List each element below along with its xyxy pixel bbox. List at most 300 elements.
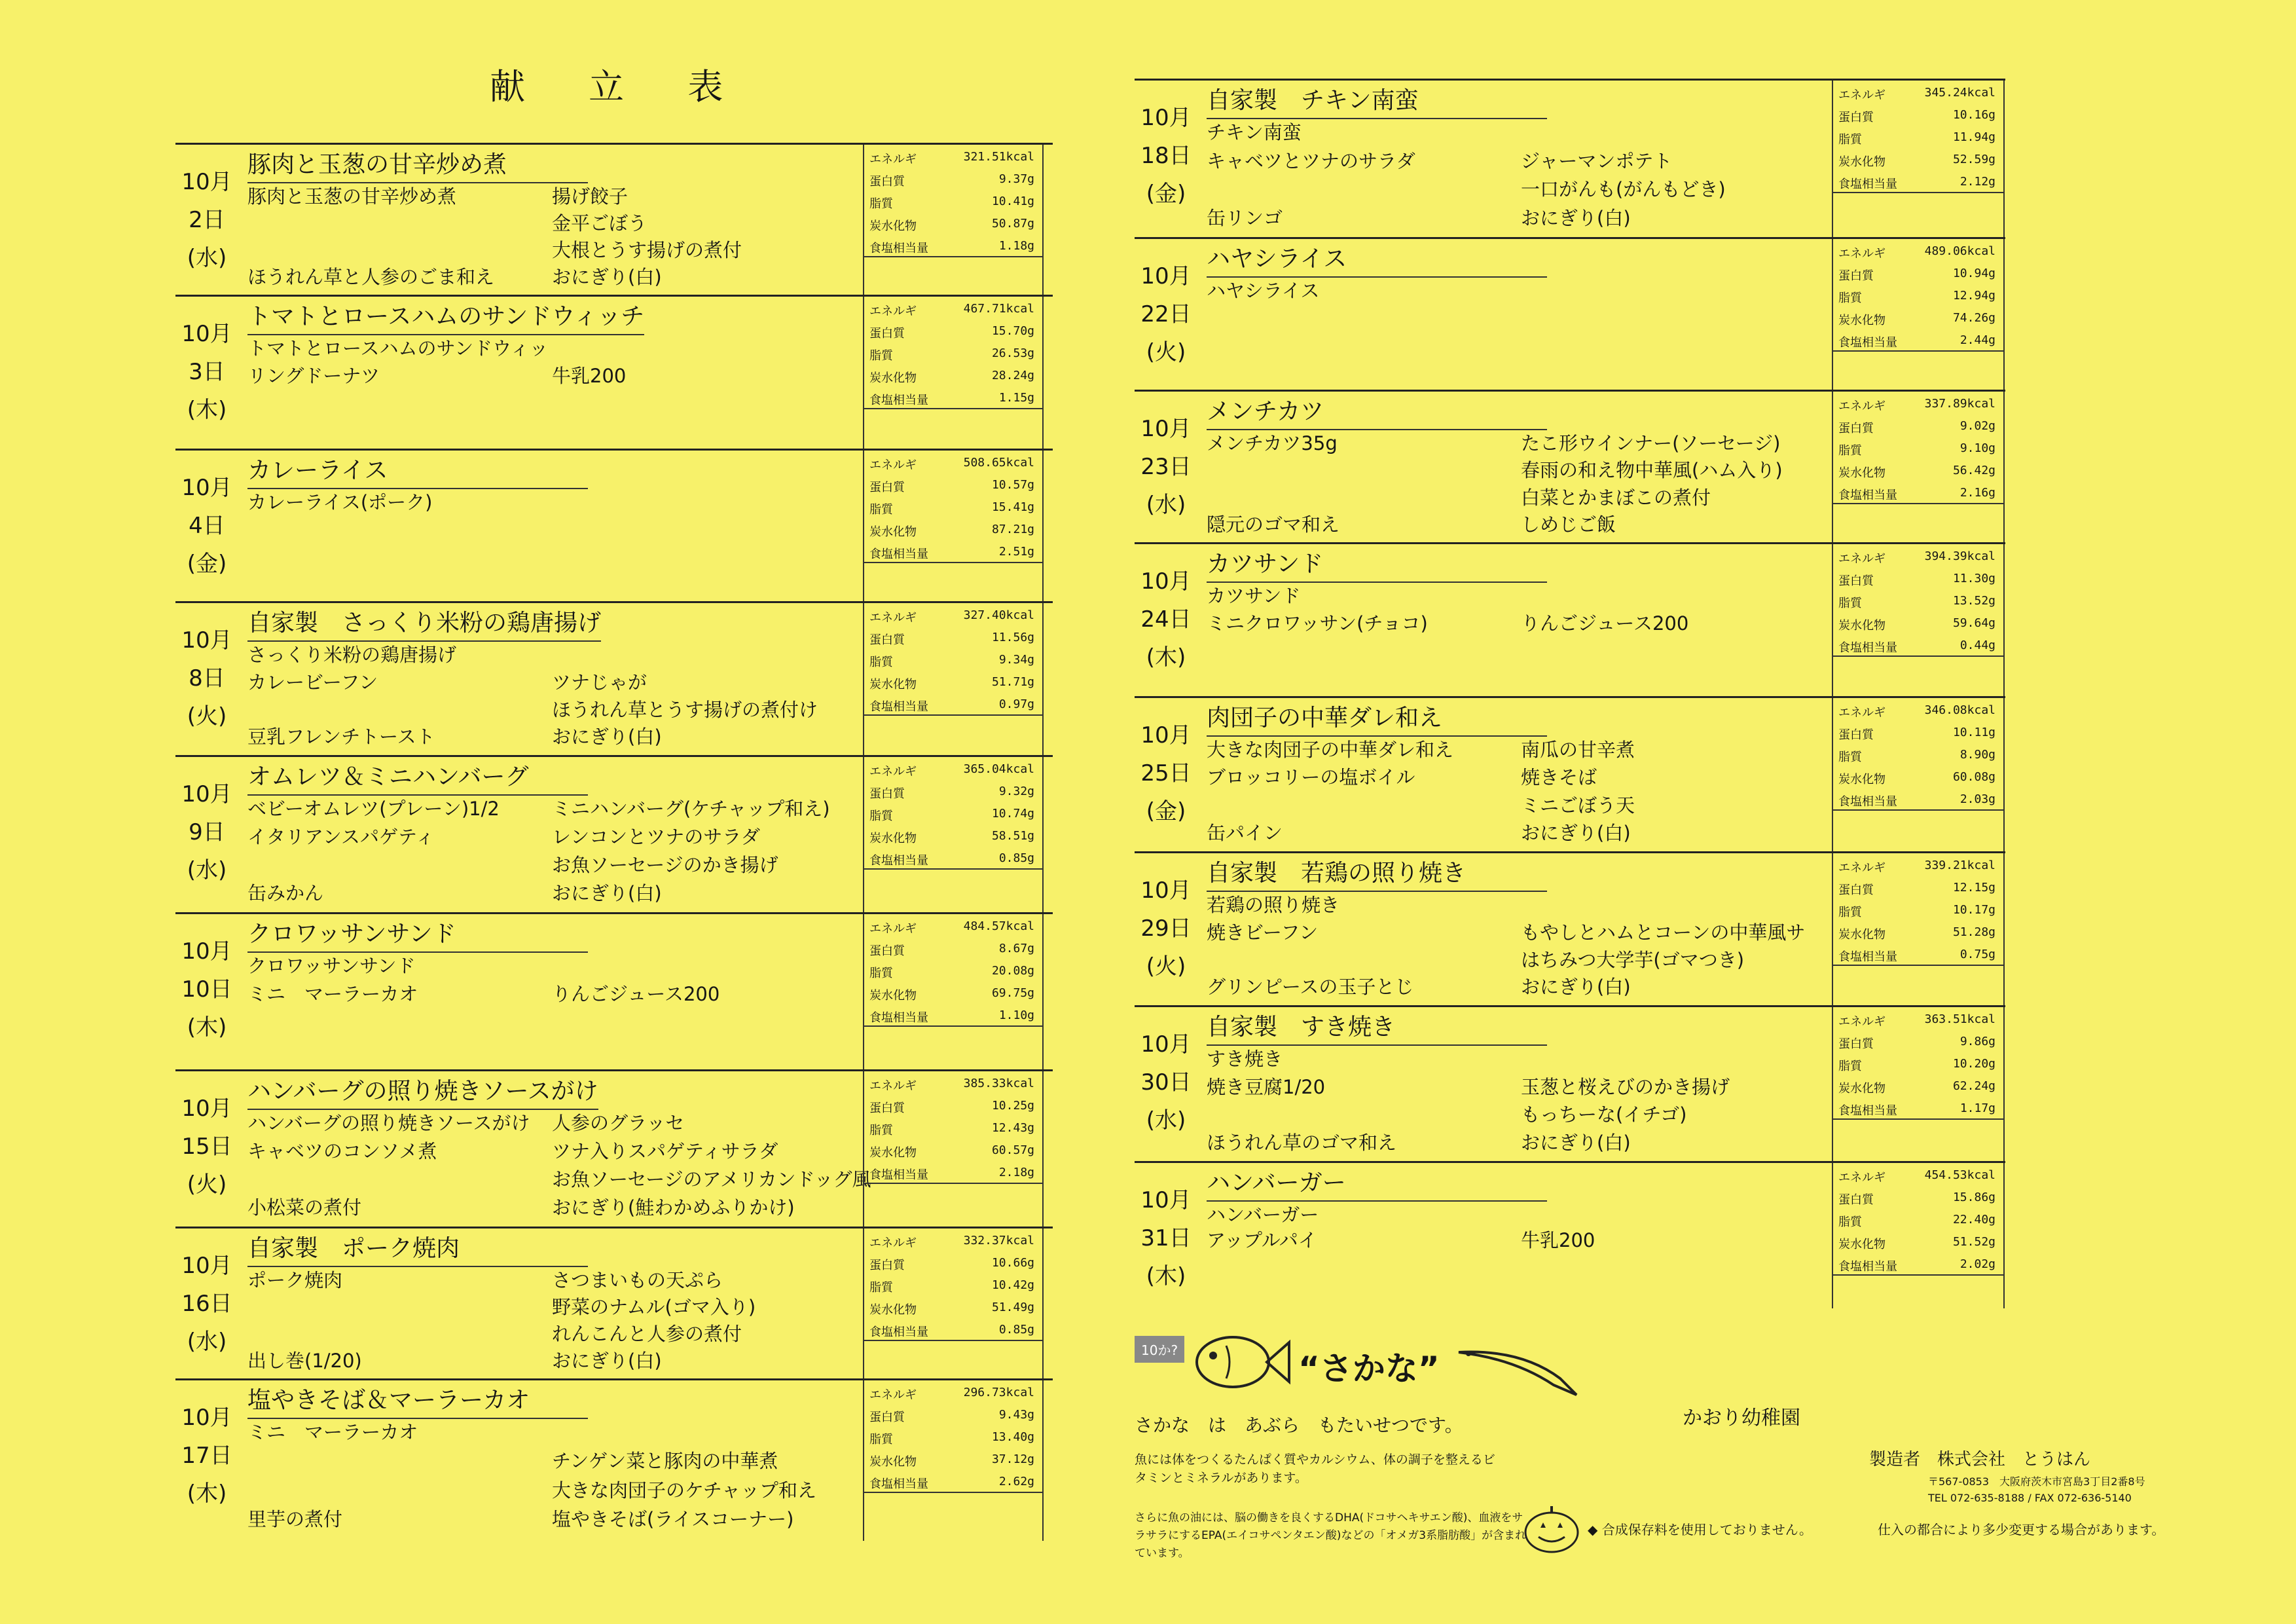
nutrition-label: 食塩相当量 bbox=[869, 700, 928, 714]
nutrition-row bbox=[864, 473, 1042, 495]
dish-item: 小松菜の煮付 bbox=[247, 1196, 362, 1219]
nutrition-row bbox=[1833, 589, 2003, 611]
nutrition-value: 15.41g bbox=[991, 500, 1034, 514]
nutrition-value: 52.59g bbox=[1952, 153, 1995, 166]
nutrition-row bbox=[864, 625, 1042, 648]
dish-item: もやしとハムとコーンの中華風サ bbox=[1521, 921, 1806, 944]
nutrition-row bbox=[864, 1295, 1042, 1318]
nutrition-label: 炭水化物 bbox=[1838, 466, 1886, 480]
nutrition-box bbox=[863, 145, 1044, 297]
nutrition-label: 炭水化物 bbox=[1838, 1238, 1886, 1251]
nutrition-label: エネルギ bbox=[869, 153, 917, 166]
nutrition-label: エネルギ bbox=[1838, 1015, 1886, 1029]
nutrition-box bbox=[1832, 81, 2005, 239]
dish-item: おにぎり(白) bbox=[1521, 206, 1631, 229]
date-month: 10月 bbox=[181, 169, 232, 195]
nutrition-row bbox=[864, 1160, 1042, 1184]
date-weekday: (木) bbox=[1146, 1263, 1186, 1289]
nutrition-label: 蛋白質 bbox=[869, 633, 905, 647]
day-date bbox=[181, 775, 233, 889]
day-date bbox=[1140, 872, 1192, 986]
dish-item: 玉葱と桜えびのかき揚げ bbox=[1521, 1075, 1730, 1098]
dish-item: 缶パイン bbox=[1207, 821, 1283, 844]
nutrition-box bbox=[863, 1380, 1044, 1541]
nutrition-label: 脂質 bbox=[869, 1281, 893, 1295]
nutrition-row bbox=[864, 1425, 1042, 1447]
nutrition-label: 蛋白質 bbox=[869, 327, 905, 341]
dish-item: さっくり米粉の鶏唐揚げ bbox=[247, 644, 457, 666]
nutrition-label: エネルギ bbox=[1838, 399, 1886, 413]
nutrition-label: エネルギ bbox=[869, 304, 917, 318]
day-date bbox=[1140, 1025, 1192, 1139]
nutrition-row bbox=[1833, 392, 2003, 414]
menu-day bbox=[1135, 237, 2005, 392]
dish-item: ポーク焼肉 bbox=[247, 1269, 343, 1291]
nutrition-label: 食塩相当量 bbox=[869, 854, 928, 868]
dish-item: メンチカツ35g bbox=[1207, 432, 1338, 454]
date-day: 2日 bbox=[189, 207, 225, 233]
nutrition-label: 炭水化物 bbox=[1838, 314, 1886, 327]
nutrition-label: エネルギ bbox=[1838, 552, 1886, 566]
date-day: 8日 bbox=[189, 665, 225, 692]
nutrition-value: 20.08g bbox=[991, 964, 1034, 978]
dish-item: クロワッサンサンド bbox=[247, 955, 416, 977]
dish-item: レンコンとツナのサラダ bbox=[552, 826, 760, 848]
nutrition-label: 蛋白質 bbox=[1838, 1193, 1874, 1207]
nutrition-label: 蛋白質 bbox=[1838, 422, 1874, 435]
nutrition-value: 74.26g bbox=[1952, 311, 1995, 325]
nutrition-row bbox=[1833, 284, 2003, 306]
menu-day bbox=[175, 1069, 1053, 1228]
nutrition-value: 12.43g bbox=[991, 1121, 1034, 1135]
date-month: 10月 bbox=[1140, 416, 1192, 442]
nutrition-value: 87.21g bbox=[991, 523, 1034, 536]
page-title: 献 立 表 bbox=[490, 66, 750, 107]
dish-item: 若鶏の照り焼き bbox=[1207, 894, 1340, 916]
fish-paragraph-1: 魚には体をつくるたんぱく質やカルシウム、体の調子を整えるビタミンとミネラルがあります。 bbox=[1135, 1452, 1495, 1485]
nutrition-value: 339.21kcal bbox=[1924, 858, 1995, 872]
date-day: 3日 bbox=[189, 359, 225, 385]
date-weekday: (火) bbox=[1146, 953, 1186, 980]
day-title: カツサンド bbox=[1207, 545, 1547, 583]
fish-info-box bbox=[1135, 1323, 1580, 1572]
dish-item: おにぎり(白) bbox=[552, 266, 662, 288]
nutrition-row bbox=[864, 1447, 1042, 1469]
dish-item: 野菜のナムル(ゴマ入り) bbox=[552, 1296, 756, 1318]
date-weekday: (金) bbox=[1146, 181, 1186, 207]
nutrition-row bbox=[864, 1273, 1042, 1295]
nutrition-label: エネルギ bbox=[1838, 1171, 1886, 1185]
menu-day bbox=[1135, 1005, 2005, 1163]
nutrition-value: 9.86g bbox=[1959, 1035, 1995, 1048]
menu-day bbox=[1135, 542, 2005, 698]
dish-item: りんごジュース200 bbox=[552, 983, 720, 1005]
nutrition-row bbox=[864, 648, 1042, 670]
date-month: 10月 bbox=[181, 475, 232, 501]
day-title: 塩やきそば＆マーラーカオ bbox=[247, 1382, 588, 1419]
menu-day bbox=[1135, 1161, 2005, 1308]
dish-item: グリンピースの玉子とじ bbox=[1207, 976, 1414, 999]
date-month: 10月 bbox=[181, 938, 232, 965]
nutrition-box bbox=[863, 1071, 1044, 1228]
dish-item: カレーライス(ポーク) bbox=[247, 491, 433, 513]
nutrition-value: 467.71kcal bbox=[963, 302, 1034, 316]
day-title: 自家製 さっくり米粉の鶏唐揚げ bbox=[247, 604, 601, 642]
dish-item: 大きな肉団子の中華ダレ和え bbox=[1207, 739, 1454, 761]
address: 〒567-0853 大阪府茨木市宮島3丁目2番8号 bbox=[1928, 1475, 2145, 1488]
nutrition-label: 炭水化物 bbox=[869, 525, 917, 539]
date-weekday: (金) bbox=[1146, 798, 1186, 824]
nutrition-label: 蛋白質 bbox=[869, 1411, 905, 1424]
date-month: 10月 bbox=[181, 1253, 232, 1279]
nutrition-label: 脂質 bbox=[1838, 597, 1862, 610]
nutrition-row bbox=[864, 1469, 1042, 1493]
nutrition-label: 脂質 bbox=[1838, 1215, 1862, 1229]
day-title: メンチカツ bbox=[1207, 393, 1547, 430]
nutrition-label: 脂質 bbox=[869, 809, 893, 823]
nutrition-value: 2.02g bbox=[1959, 1257, 1995, 1271]
nutrition-label: 脂質 bbox=[869, 1124, 893, 1137]
nutrition-label: 蛋白質 bbox=[1838, 728, 1874, 742]
nutrition-row bbox=[864, 540, 1042, 563]
nutrition-label: 食塩相当量 bbox=[1838, 177, 1897, 191]
nutrition-value: 0.97g bbox=[998, 697, 1034, 711]
nutrition-value: 345.24kcal bbox=[1924, 86, 1995, 100]
nutrition-row bbox=[864, 189, 1042, 212]
nutrition-row bbox=[1833, 103, 2003, 125]
menu-day bbox=[175, 1378, 1053, 1541]
dish-item: 金平ごぼう bbox=[552, 212, 647, 234]
nutrition-row bbox=[1833, 1096, 2003, 1120]
nutrition-label: 蛋白質 bbox=[869, 175, 905, 189]
date-day: 30日 bbox=[1140, 1069, 1192, 1096]
nutrition-value: 1.18g bbox=[998, 239, 1034, 253]
month-badge: 10か? bbox=[1135, 1336, 1184, 1363]
nutrition-row bbox=[1833, 611, 2003, 633]
nutrition-value: 15.70g bbox=[991, 324, 1034, 338]
nutrition-row bbox=[864, 846, 1042, 870]
dish-item: ジャーマンポテト bbox=[1521, 149, 1673, 172]
nutrition-row bbox=[864, 1138, 1042, 1160]
nutrition-row bbox=[864, 914, 1042, 936]
date-day: 31日 bbox=[1140, 1225, 1192, 1251]
menu-day bbox=[175, 449, 1053, 603]
nutrition-row bbox=[1833, 436, 2003, 458]
nutrition-label: 炭水化物 bbox=[1838, 155, 1886, 169]
nutrition-value: 10.17g bbox=[1952, 903, 1995, 917]
nutrition-row bbox=[864, 363, 1042, 386]
nutrition-label: エネルギ bbox=[869, 1079, 917, 1093]
dish-item: ツナ入りスパゲティサラダ bbox=[552, 1140, 778, 1162]
nutrition-row bbox=[1833, 720, 2003, 743]
dish-item: ハンバーグの照り焼きソースがけ bbox=[247, 1112, 530, 1134]
nutrition-label: 食塩相当量 bbox=[869, 547, 928, 561]
nutrition-value: 51.28g bbox=[1952, 925, 1995, 939]
dish-item: しめじご飯 bbox=[1521, 513, 1616, 536]
nutrition-value: 0.44g bbox=[1959, 638, 1995, 652]
date-month: 10月 bbox=[1140, 568, 1192, 595]
nutrition-row bbox=[1833, 170, 2003, 193]
nutrition-box bbox=[863, 297, 1044, 451]
dish-item: 白菜とかまぼこの煮付 bbox=[1521, 486, 1711, 509]
nutrition-label: 食塩相当量 bbox=[1838, 336, 1897, 350]
dish-item: ハヤシライス bbox=[1207, 280, 1320, 302]
dish-item: 缶リンゴ bbox=[1207, 206, 1283, 229]
nutrition-label: 脂質 bbox=[1838, 133, 1862, 147]
nutrition-value: 69.75g bbox=[991, 986, 1034, 1000]
date-month: 10月 bbox=[181, 627, 232, 654]
dish-item: カツサンド bbox=[1207, 585, 1301, 607]
nutrition-box bbox=[1832, 1163, 2005, 1308]
nutrition-row bbox=[1833, 633, 2003, 657]
nutrition-box bbox=[863, 914, 1044, 1071]
nutrition-value: 51.52g bbox=[1952, 1235, 1995, 1249]
dish-item: リングドーナツ bbox=[247, 364, 380, 387]
nutrition-value: 22.40g bbox=[1952, 1213, 1995, 1227]
nutrition-label: 炭水化物 bbox=[869, 219, 917, 233]
nutrition-value: 10.11g bbox=[1952, 726, 1995, 739]
nutrition-row bbox=[864, 1251, 1042, 1273]
day-title: 豚肉と玉葱の甘辛炒め煮 bbox=[247, 146, 588, 183]
nutrition-value: 10.20g bbox=[1952, 1057, 1995, 1071]
nutrition-label: エネルギ bbox=[869, 458, 917, 472]
date-weekday: (水) bbox=[187, 245, 227, 271]
nutrition-row bbox=[864, 692, 1042, 716]
nutrition-label: 炭水化物 bbox=[1838, 773, 1886, 786]
nutrition-value: 10.25g bbox=[991, 1099, 1034, 1113]
nutrition-label: 食塩相当量 bbox=[1838, 641, 1897, 655]
nutrition-value: 321.51kcal bbox=[963, 150, 1034, 164]
pumpkin-icon bbox=[1522, 1503, 1581, 1555]
dish-item: チンゲン菜と豚肉の中華煮 bbox=[552, 1450, 778, 1473]
nutrition-label: 炭水化物 bbox=[869, 678, 917, 692]
nutrition-value: 332.37kcal bbox=[963, 1234, 1034, 1247]
nutrition-row bbox=[1833, 261, 2003, 284]
nutrition-row bbox=[864, 297, 1042, 319]
nutrition-value: 484.57kcal bbox=[963, 919, 1034, 933]
nutrition-value: 10.42g bbox=[991, 1278, 1034, 1292]
dish-item: ハンバーガー bbox=[1207, 1204, 1319, 1226]
nutrition-label: 脂質 bbox=[1838, 291, 1862, 305]
nutrition-value: 12.15g bbox=[1952, 881, 1995, 895]
nutrition-row bbox=[1833, 1252, 2003, 1276]
nutrition-label: 食塩相当量 bbox=[1838, 950, 1897, 964]
maker: 製造者 株式会社 とうはん bbox=[1869, 1450, 2091, 1469]
dish-item: 焼きビーフン bbox=[1207, 921, 1319, 944]
date-weekday: (木) bbox=[187, 1014, 227, 1041]
date-day: 29日 bbox=[1140, 915, 1192, 942]
nutrition-value: 0.85g bbox=[998, 851, 1034, 865]
nutrition-label: 脂質 bbox=[869, 197, 893, 211]
date-weekday: (金) bbox=[187, 551, 227, 577]
dish-item: 隠元のゴマ和え bbox=[1207, 513, 1340, 536]
nutrition-box bbox=[1832, 1007, 2005, 1163]
day-date bbox=[181, 315, 233, 429]
day-title: クロワッサンサンド bbox=[247, 915, 588, 953]
nutrition-label: 食塩相当量 bbox=[869, 1325, 928, 1339]
nutrition-value: 13.52g bbox=[1952, 594, 1995, 608]
dish-item: チキン南蛮 bbox=[1207, 121, 1302, 143]
nutrition-value: 9.02g bbox=[1959, 419, 1995, 433]
dish-item: ミニハンバーグ(ケチャップ和え) bbox=[552, 798, 830, 820]
fish-paragraph-2: さらに魚の油には、脳の働きを良くするDHA(ドコサヘキサエン酸)、血液をサラサラにするEPA(エイコサペンタエン酸)などの「オメガ3系脂肪酸」が含まれています。 bbox=[1135, 1511, 1527, 1560]
date-day: 24日 bbox=[1140, 606, 1192, 633]
date-month: 10月 bbox=[1140, 105, 1192, 131]
date-weekday: (火) bbox=[187, 1172, 227, 1198]
nutrition-row bbox=[1833, 481, 2003, 504]
nutrition-value: 12.94g bbox=[1952, 289, 1995, 303]
menu-day bbox=[175, 143, 1053, 297]
nutrition-row bbox=[1833, 1208, 2003, 1230]
dish-item: ベビーオムレツ(プレーン)1/2 bbox=[247, 798, 500, 820]
nutrition-value: 51.49g bbox=[991, 1301, 1034, 1314]
dish-item: トマトとロースハムのサンドウィッ bbox=[247, 337, 549, 360]
date-day: 16日 bbox=[181, 1291, 232, 1317]
nutrition-value: 26.53g bbox=[991, 346, 1034, 360]
nutrition-row bbox=[864, 212, 1042, 234]
nutrition-box bbox=[1832, 544, 2005, 698]
day-title: ハンバーガー bbox=[1207, 1164, 1547, 1202]
nutrition-row bbox=[864, 603, 1042, 625]
dish-item: お魚ソーセージのアメリカンドッグ風 bbox=[552, 1168, 871, 1190]
day-date bbox=[181, 621, 233, 735]
date-month: 10月 bbox=[181, 781, 232, 807]
note-preservatives: ◆ 合成保存料を使用しておりません。 bbox=[1588, 1522, 1812, 1538]
nutrition-value: 337.89kcal bbox=[1924, 397, 1995, 411]
nutrition-value: 0.75g bbox=[1959, 948, 1995, 961]
nutrition-value: 394.39kcal bbox=[1924, 549, 1995, 563]
nutrition-value: 0.85g bbox=[998, 1323, 1034, 1337]
date-day: 22日 bbox=[1140, 301, 1192, 327]
day-title: 肉団子の中華ダレ和え bbox=[1207, 699, 1547, 737]
dish-item: 出し巻(1/20) bbox=[247, 1350, 362, 1372]
nutrition-row bbox=[1833, 306, 2003, 328]
nutrition-row bbox=[864, 936, 1042, 959]
nutrition-label: 脂質 bbox=[1838, 906, 1862, 919]
nutrition-label: 脂質 bbox=[869, 503, 893, 517]
nutrition-row bbox=[864, 959, 1042, 981]
nutrition-label: 蛋白質 bbox=[869, 787, 905, 801]
nutrition-value: 2.18g bbox=[998, 1166, 1034, 1179]
nutrition-value: 2.51g bbox=[998, 545, 1034, 559]
date-month: 10月 bbox=[181, 1405, 232, 1431]
nutrition-box bbox=[863, 603, 1044, 757]
nutrition-row bbox=[1833, 1052, 2003, 1074]
nutrition-label: 蛋白質 bbox=[1838, 269, 1874, 283]
nutrition-value: 28.24g bbox=[991, 369, 1034, 382]
date-month: 10月 bbox=[1140, 722, 1192, 748]
nutrition-row bbox=[864, 824, 1042, 846]
date-month: 10月 bbox=[181, 321, 232, 347]
dish-item: ほうれん草のゴマ和え bbox=[1207, 1131, 1397, 1154]
dish-item: 牛乳200 bbox=[552, 364, 627, 387]
nutrition-row bbox=[1833, 566, 2003, 589]
date-day: 17日 bbox=[181, 1443, 232, 1469]
nutrition-label: 食塩相当量 bbox=[1838, 489, 1897, 502]
nutrition-row bbox=[864, 145, 1042, 167]
nutrition-value: 8.67g bbox=[998, 942, 1034, 955]
date-day: 4日 bbox=[189, 513, 225, 539]
date-weekday: (木) bbox=[187, 397, 227, 423]
nutrition-label: 蛋白質 bbox=[869, 944, 905, 958]
nutrition-row bbox=[1833, 698, 2003, 720]
dish-item: キャベツとツナのサラダ bbox=[1207, 149, 1415, 172]
nutrition-row bbox=[1833, 743, 2003, 765]
dish-item: れんこんと人参の煮付 bbox=[552, 1323, 742, 1345]
nutrition-label: エネルギ bbox=[869, 611, 917, 625]
nutrition-label: 蛋白質 bbox=[869, 1101, 905, 1115]
nutrition-label: 食塩相当量 bbox=[869, 1168, 928, 1182]
nutrition-label: エネルギ bbox=[1838, 706, 1886, 720]
dish-item: おにぎり(白) bbox=[1521, 821, 1631, 844]
nutrition-row bbox=[1833, 544, 2003, 566]
nutrition-row bbox=[1833, 81, 2003, 103]
date-day: 25日 bbox=[1140, 760, 1192, 786]
day-title: 自家製 チキン南蛮 bbox=[1207, 82, 1547, 119]
nutrition-box bbox=[1832, 853, 2005, 1007]
dish-item: 焼き豆腐1/20 bbox=[1207, 1075, 1326, 1098]
date-month: 10月 bbox=[1140, 263, 1192, 289]
day-date bbox=[1140, 563, 1192, 676]
nutrition-value: 9.32g bbox=[998, 784, 1034, 798]
nutrition-value: 51.71g bbox=[991, 675, 1034, 689]
nutrition-label: 蛋白質 bbox=[1838, 883, 1874, 897]
nutrition-value: 11.30g bbox=[1952, 572, 1995, 585]
nutrition-value: 1.17g bbox=[1959, 1101, 1995, 1115]
kindergarten-name: かおり幼稚園 bbox=[1683, 1407, 1800, 1430]
dish-item: 大根とうす揚げの煮付 bbox=[552, 239, 742, 261]
nutrition-value: 10.57g bbox=[991, 478, 1034, 492]
nutrition-value: 327.40kcal bbox=[963, 608, 1034, 622]
nutrition-label: エネルギ bbox=[869, 765, 917, 779]
nutrition-label: 脂質 bbox=[1838, 1060, 1862, 1073]
nutrition-label: 炭水化物 bbox=[869, 989, 917, 1003]
dish-item: さつまいもの天ぷら bbox=[552, 1269, 723, 1291]
nutrition-value: 9.37g bbox=[998, 172, 1034, 186]
dish-item: ほうれん草と人参のごま和え bbox=[247, 266, 495, 288]
nutrition-row bbox=[1833, 876, 2003, 898]
nutrition-value: 385.33kcal bbox=[963, 1077, 1034, 1090]
nutrition-value: 2.03g bbox=[1959, 792, 1995, 806]
menu-day bbox=[1135, 851, 2005, 1007]
nutrition-value: 60.57g bbox=[991, 1143, 1034, 1157]
dish-item: 缶みかん bbox=[247, 882, 324, 904]
nutrition-row bbox=[864, 1380, 1042, 1403]
nutrition-row bbox=[864, 319, 1042, 341]
nutrition-value: 10.66g bbox=[991, 1256, 1034, 1270]
nutrition-label: 食塩相当量 bbox=[1838, 1260, 1897, 1274]
nutrition-box bbox=[1832, 392, 2005, 544]
day-title: 自家製 すき焼き bbox=[1207, 1008, 1547, 1046]
dish-item: 豚肉と玉葱の甘辛炒め煮 bbox=[247, 185, 457, 208]
date-weekday: (火) bbox=[1146, 339, 1186, 365]
dish-item: イタリアンスパゲティ bbox=[247, 826, 435, 848]
tel-fax: TEL 072-635-8188 / FAX 072-636-5140 bbox=[1928, 1492, 2132, 1504]
dish-item: おにぎり(白) bbox=[1521, 1131, 1631, 1154]
nutrition-row bbox=[1833, 765, 2003, 787]
date-weekday: (水) bbox=[187, 857, 227, 883]
dish-item: おにぎり(白) bbox=[552, 882, 662, 904]
nutrition-row bbox=[864, 1403, 1042, 1425]
nutrition-row bbox=[864, 779, 1042, 802]
nutrition-label: 食塩相当量 bbox=[1838, 1104, 1897, 1118]
nutrition-label: 脂質 bbox=[1838, 444, 1862, 458]
nutrition-row bbox=[1833, 328, 2003, 352]
day-date bbox=[181, 163, 233, 277]
nutrition-value: 8.90g bbox=[1959, 748, 1995, 762]
nutrition-value: 59.64g bbox=[1952, 616, 1995, 630]
menu-day bbox=[175, 295, 1053, 451]
